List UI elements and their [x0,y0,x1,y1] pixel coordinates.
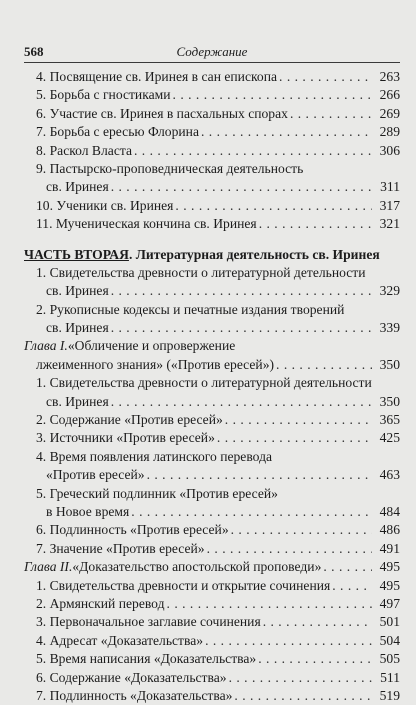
toc-entry-title: 1. Свидетельства древности и открытие сочинения [36,577,331,593]
leader-dots [111,319,372,337]
toc-entry [24,142,400,160]
leader-dots [131,503,372,521]
leader-dots [234,687,372,705]
toc-entry [24,282,400,300]
toc-entry-title: 7. Борьба с ересью Флорина [36,124,199,140]
leader-dots [147,466,372,484]
toc-entry-title: 5. Греческий подлинник «Против ересей» [36,485,278,501]
toc-entry-page: 501 [379,614,400,630]
chapter-title-cont: лжеименного знания» («Против ересей») [36,356,275,372]
leader-dots [290,105,372,123]
toc-entry-title: 10. Ученики св. Иринея [36,197,174,213]
toc-entry [24,197,400,215]
toc-entry [24,540,400,558]
toc-entry [24,429,400,447]
leader-dots [263,613,372,631]
toc-entry-page: 317 [379,197,400,213]
leader-dots [201,123,372,141]
toc-entry-page: 311 [380,179,400,195]
toc-entry-page: 491 [379,540,400,556]
toc-entry-title: св. Иринея [46,179,109,195]
toc-entry-title: 6. Участие св. Иринея в пасхальных спорах [36,105,288,121]
toc-entry-page: 497 [379,595,400,611]
page-number: 568 [24,44,44,59]
leader-dots [229,669,372,687]
leader-dots [332,577,372,595]
leader-dots [231,521,372,539]
toc-entry [24,86,400,104]
toc-entry-line [24,485,400,503]
leader-dots [225,411,372,429]
leader-dots [205,632,372,650]
toc-entry-title: 8. Раскол Власта [36,142,132,158]
toc-entry-title: 6. Подлинность «Против ересей» [36,522,229,538]
toc-entry-page: 504 [379,632,400,648]
toc-entry-page: 289 [379,124,400,140]
toc-entry-title: «Против ересей» [46,467,145,483]
toc-entry-line [24,264,400,282]
toc-entry [24,521,400,539]
toc-entry-line [24,301,400,319]
toc-entry-page: 505 [379,651,400,667]
chapter-heading [24,558,400,576]
chapter-label: Глава I. [24,338,68,354]
chapter-label: Глава II. [24,559,73,575]
toc-entry-line [24,160,400,178]
toc-entry-page: 425 [379,430,400,446]
toc-entry-page: 519 [379,687,400,703]
toc-entry-page: 269 [379,105,400,121]
toc-entry-page: 321 [379,216,400,232]
page-header [24,44,400,63]
toc-entry-title: 11. Мученическая кончина св. Иринея [36,216,257,232]
chapter-heading [24,337,400,355]
toc-entry [24,577,400,595]
toc-entry [24,105,400,123]
toc-entry-page: 329 [379,283,400,299]
toc-entry-title: 5. Время написания «Доказательства» [36,651,257,667]
toc-entry-page: 495 [379,577,400,593]
toc-entry [24,669,400,687]
chapter-page: 495 [379,559,400,575]
leader-dots [173,86,372,104]
toc-entry [24,650,400,668]
toc-entry-page: 263 [379,69,400,84]
toc-entry-title: в Новое время [46,503,130,519]
leader-dots [258,650,372,668]
table-of-contents [24,68,400,705]
toc-entry-title: 2. Содержание «Против ересей» [36,412,223,428]
toc-entry-title: 6. Содержание «Доказательства» [36,669,227,685]
toc-entry-title: 1. Свидетельства древности о литературной деятельности [36,375,372,391]
toc-entry-title: св. Иринея [46,393,109,409]
toc-entry-title: 7. Подлинность «Доказательства» [36,687,233,703]
part-title: . Литературная деятельность св. Иринея [128,246,380,262]
toc-entry-page: 350 [379,393,400,409]
toc-entry-page: 463 [379,467,400,483]
toc-entry-line [24,374,400,392]
toc-entry [24,632,400,650]
chapter-title: «Обличение и опровержение [67,338,236,354]
leader-dots [167,595,372,613]
part-heading [24,246,400,264]
toc-entry-title: 3. Источники «Против ересей» [36,430,215,446]
toc-entry-page: 306 [379,142,400,158]
toc-entry-title: 2. Армянский перевод [36,595,165,611]
leader-dots [323,558,372,576]
toc-entry-page: 511 [380,669,400,685]
leader-dots [111,282,372,300]
toc-entry-title: 3. Первоначальное заглавие сочинения [36,614,261,630]
toc-entry [24,613,400,631]
toc-entry-title: св. Иринея [46,283,109,299]
toc-entry-line [24,448,400,466]
leader-dots [259,215,372,233]
toc-entry [24,595,400,613]
leader-dots [111,178,372,196]
toc-entry-page: 486 [379,522,400,538]
toc-entry [24,123,400,141]
toc-entry [24,411,400,429]
leader-dots [134,142,372,160]
toc-entry-title: св. Иринея [46,320,109,336]
leader-dots [217,429,372,447]
toc-entry-title: 5. Борьба с гностиками [36,87,171,103]
toc-entry-title: 4. Адресат «Доказательства» [36,632,204,648]
chapter-heading-cont [24,356,400,374]
toc-entry [24,215,400,233]
running-title: Содержание [176,44,248,59]
chapter-page: 350 [379,356,400,372]
toc-entry [24,178,400,196]
toc-entry-title: 2. Рукописные кодексы и печатные издания творений [36,301,345,317]
toc-entry-title: 1. Свидетельства древности о литературной детельности [36,264,366,280]
toc-entry [24,393,400,411]
toc-entry [24,466,400,484]
leader-dots [111,393,372,411]
toc-entry [24,319,400,337]
toc-entry-title: 4. Посвящение св. Иринея в сан епископа [36,69,278,84]
toc-entry-page: 266 [379,87,400,103]
toc-entry-title: 4. Время появления латинского перевода [36,448,273,464]
toc-entry-page: 339 [379,320,400,336]
toc-entry-page: 365 [379,412,400,428]
toc-entry [24,68,400,86]
leader-dots [207,540,372,558]
toc-entry [24,503,400,521]
part-label: ЧАСТЬ ВТОРАЯ [24,246,129,262]
leader-dots [279,68,372,86]
toc-entry-page: 484 [379,503,400,519]
leader-dots [276,356,372,374]
chapter-title: «Доказательство апостольской проповеди» [72,559,322,575]
leader-dots [175,197,372,215]
toc-entry-title: 7. Значение «Против ересей» [36,540,205,556]
toc-entry [24,687,400,705]
toc-entry-title: 9. Пастырско-проповедническая деятельность [36,160,304,176]
